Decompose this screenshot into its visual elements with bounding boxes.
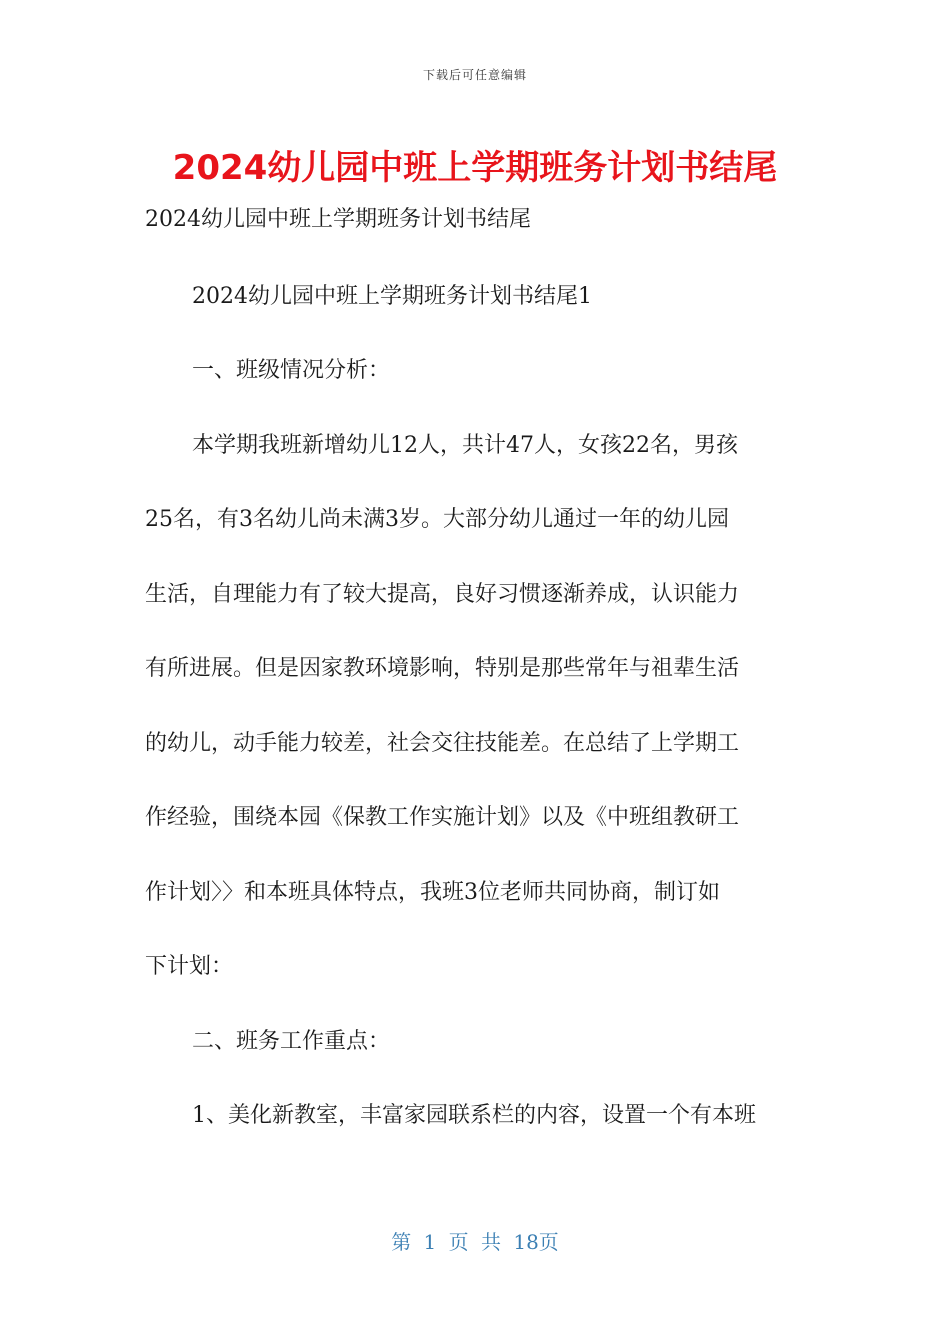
header-note: 下载后可任意编辑 — [422, 68, 527, 82]
paragraph-line: 有所进展。但是因家教环境影响，特别是那些常年与祖辈生活 — [145, 656, 740, 681]
heading-class-analysis: 一、班级情况分析： — [192, 358, 391, 383]
section-heading: 2024幼儿园中班上学期班务计划书结尾1 — [192, 284, 592, 309]
subtitle-line: 2024幼儿园中班上学期班务计划书结尾 — [145, 207, 531, 232]
paragraph-line: 作计划〉〉和本班具体特点，我班3位老师共同协商，制订如 — [145, 880, 720, 905]
paragraph-line: 生活，自理能力有了较大提高，良好习惯逐渐养成，认识能力 — [145, 582, 740, 607]
paragraph-line: 作经验，围绕本园《保教工作实施计划》以及《中班组教研工 — [145, 805, 740, 830]
paragraph-line: 下计划： — [145, 954, 234, 979]
paragraph-line: 的幼儿，动手能力较差，社会交往技能差。在总结了上学期工 — [145, 731, 740, 756]
heading-work-focus: 二、班务工作重点： — [192, 1029, 391, 1054]
paragraph-line: 本学期我班新增幼儿12人，共计47人，女孩22名，男孩 — [192, 433, 738, 458]
page-footer: 第 1 页 共 18页 — [391, 1230, 559, 1254]
paragraph-line: 1、美化新教室，丰富家园联系栏的内容，设置一个有本班 — [192, 1103, 756, 1128]
paragraph-line: 25名，有3名幼儿尚未满3岁。大部分幼儿通过一年的幼儿园 — [145, 507, 729, 532]
document-title: 2024幼儿园中班上学期班务计划书结尾 — [172, 148, 778, 188]
